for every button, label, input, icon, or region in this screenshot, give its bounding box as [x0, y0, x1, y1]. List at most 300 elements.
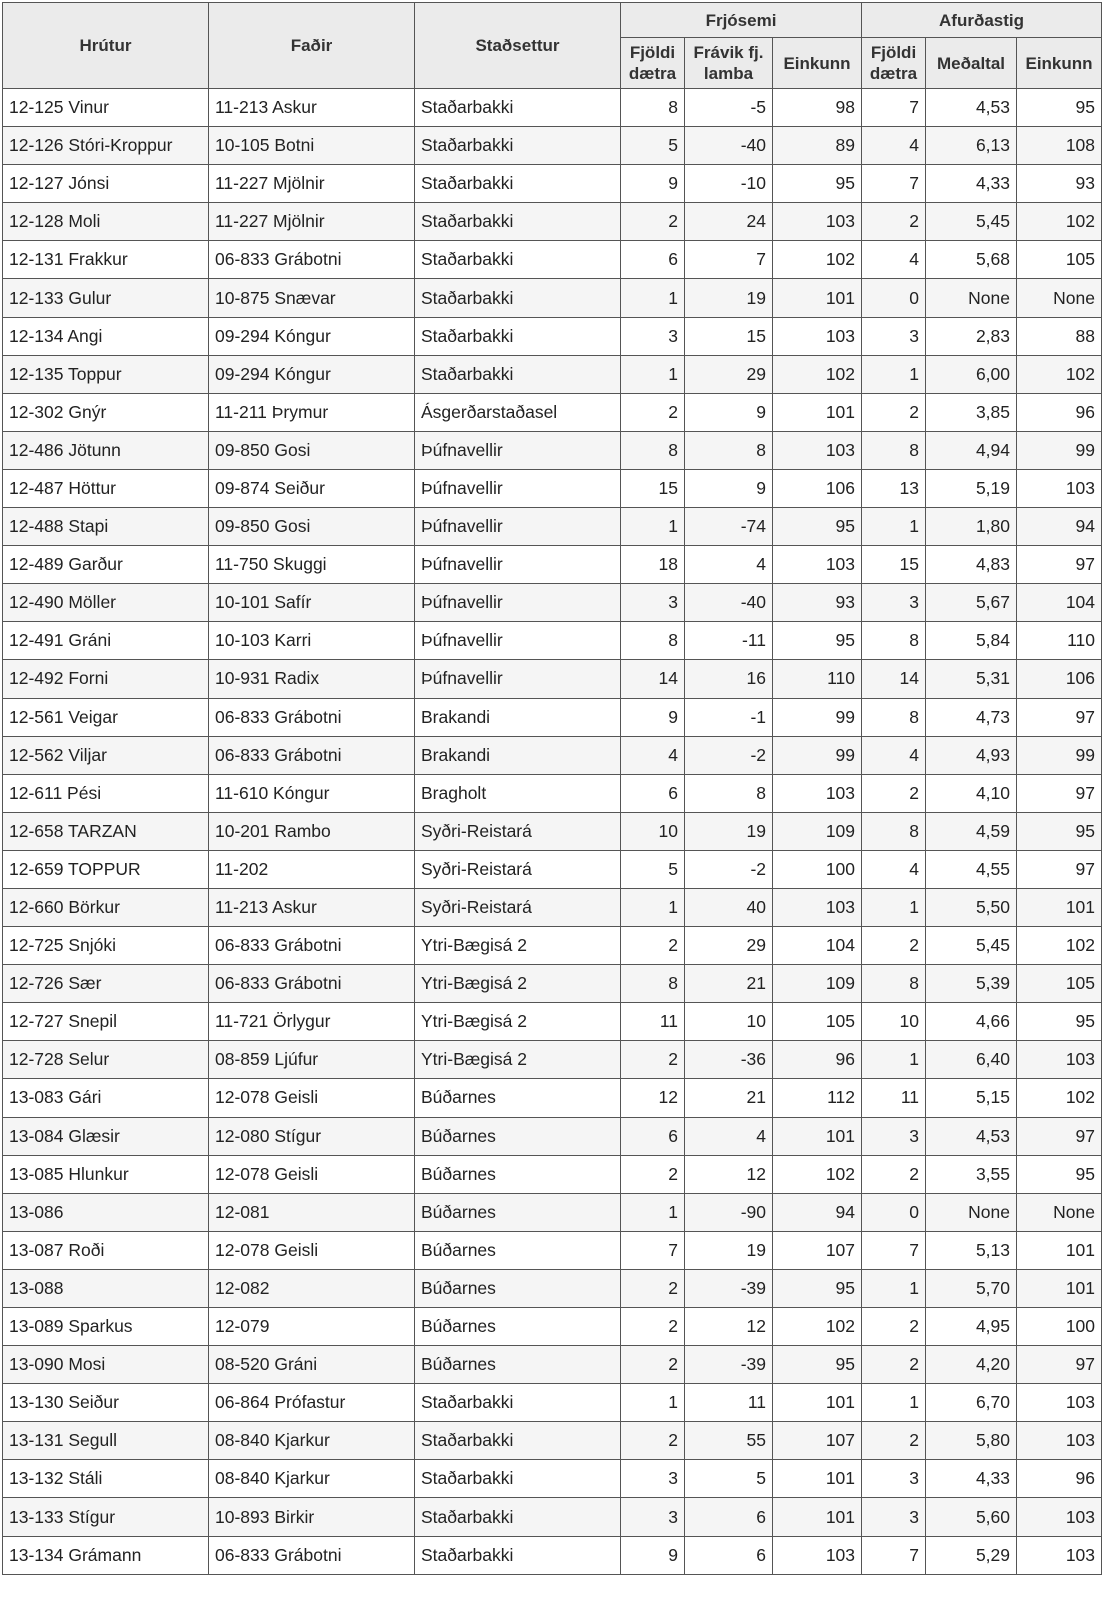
stadsettur-cell: Syðri-Reistará	[415, 888, 621, 926]
table-row	[3, 1117, 1102, 1155]
afurdastig-fjoldi-cell: 1	[862, 355, 926, 393]
afurdastig-fjoldi-cell: 3	[862, 1460, 926, 1498]
medaltal-cell: 2,83	[926, 317, 1017, 355]
table-row	[3, 774, 1102, 812]
fravik-cell: -1	[685, 698, 773, 736]
hrutur-cell: 13-134 Grámann	[3, 1536, 209, 1574]
fravik-cell: 24	[685, 203, 773, 241]
frjosemi-einkunn-cell: 107	[773, 1231, 862, 1269]
frjosemi-fjoldi-cell: 18	[621, 546, 685, 584]
stadsettur-cell: Staðarbakki	[415, 1422, 621, 1460]
medaltal-cell: 5,70	[926, 1269, 1017, 1307]
afurdastig-fjoldi-cell: 15	[862, 546, 926, 584]
medaltal-cell: 5,15	[926, 1079, 1017, 1117]
fravik-cell: 55	[685, 1422, 773, 1460]
hrutur-cell: 12-491 Gráni	[3, 622, 209, 660]
afurdastig-fjoldi-cell: 1	[862, 1384, 926, 1422]
medaltal-cell: None	[926, 1193, 1017, 1231]
stadsettur-cell: Bragholt	[415, 774, 621, 812]
medaltal-cell: 4,83	[926, 546, 1017, 584]
stadsettur-cell: Ytri-Bægisá 2	[415, 1041, 621, 1079]
frjosemi-fjoldi-cell: 1	[621, 1384, 685, 1422]
table-row	[3, 1422, 1102, 1460]
frjosemi-einkunn-cell: 95	[773, 508, 862, 546]
medaltal-cell: 4,59	[926, 812, 1017, 850]
frjosemi-fjoldi-cell: 9	[621, 698, 685, 736]
fadir-cell: 12-079	[209, 1308, 415, 1346]
ram-evaluation-table	[2, 2, 1102, 1575]
fravik-cell: 15	[685, 317, 773, 355]
stadsettur-cell: Ytri-Bægisá 2	[415, 1003, 621, 1041]
group-header-frjosemi: Frjósemi	[621, 3, 862, 38]
fravik-cell: 11	[685, 1384, 773, 1422]
hrutur-cell: 12-125 Vinur	[3, 89, 209, 127]
fadir-cell: 09-850 Gosi	[209, 431, 415, 469]
afurdastig-fjoldi-cell: 1	[862, 1041, 926, 1079]
fadir-cell: 10-105 Botni	[209, 127, 415, 165]
header-line: dætra	[869, 64, 918, 83]
fravik-cell: -11	[685, 622, 773, 660]
stadsettur-cell: Staðarbakki	[415, 89, 621, 127]
frjosemi-einkunn-cell: 105	[773, 1003, 862, 1041]
afurdastig-einkunn-cell: 88	[1017, 317, 1102, 355]
table-row	[3, 736, 1102, 774]
medaltal-cell: 5,80	[926, 1422, 1017, 1460]
frjosemi-fjoldi-cell: 12	[621, 1079, 685, 1117]
medaltal-cell: 3,55	[926, 1155, 1017, 1193]
medaltal-cell: 4,10	[926, 774, 1017, 812]
medaltal-cell: 4,20	[926, 1346, 1017, 1384]
fadir-cell: 11-610 Kóngur	[209, 774, 415, 812]
afurdastig-fjoldi-cell: 0	[862, 1193, 926, 1231]
frjosemi-fjoldi-cell: 9	[621, 1536, 685, 1574]
hrutur-cell: 12-489 Garður	[3, 546, 209, 584]
frjosemi-einkunn-cell: 101	[773, 1384, 862, 1422]
medaltal-cell: 6,40	[926, 1041, 1017, 1079]
fravik-cell: 12	[685, 1308, 773, 1346]
fadir-cell: 12-078 Geisli	[209, 1079, 415, 1117]
frjosemi-einkunn-cell: 102	[773, 1155, 862, 1193]
stadsettur-cell: Staðarbakki	[415, 1536, 621, 1574]
frjosemi-fjoldi-cell: 5	[621, 127, 685, 165]
hrutur-cell: 13-090 Mosi	[3, 1346, 209, 1384]
afurdastig-fjoldi-cell: 2	[862, 1422, 926, 1460]
hrutur-cell: 13-087 Roði	[3, 1231, 209, 1269]
fravik-cell: 29	[685, 355, 773, 393]
frjosemi-fjoldi-cell: 6	[621, 241, 685, 279]
afurdastig-fjoldi-cell: 10	[862, 1003, 926, 1041]
table-row	[3, 546, 1102, 584]
stadsettur-cell: Syðri-Reistará	[415, 850, 621, 888]
afurdastig-fjoldi-cell: 2	[862, 1308, 926, 1346]
frjosemi-fjoldi-cell: 8	[621, 89, 685, 127]
frjosemi-fjoldi-cell: 2	[621, 1308, 685, 1346]
frjosemi-fjoldi-cell: 1	[621, 279, 685, 317]
fravik-cell: 19	[685, 812, 773, 850]
afurdastig-einkunn-cell: 97	[1017, 850, 1102, 888]
table-row	[3, 127, 1102, 165]
fadir-cell: 11-227 Mjölnir	[209, 165, 415, 203]
fravik-cell: 5	[685, 1460, 773, 1498]
afurdastig-fjoldi-cell: 7	[862, 165, 926, 203]
frjosemi-einkunn-cell: 102	[773, 1308, 862, 1346]
afurdastig-einkunn-cell: 103	[1017, 1384, 1102, 1422]
column-header-afurdastig-einkunn: Einkunn	[1017, 38, 1102, 89]
table-body	[3, 89, 1102, 1575]
stadsettur-cell: Þúfnavellir	[415, 508, 621, 546]
frjosemi-fjoldi-cell: 6	[621, 774, 685, 812]
afurdastig-einkunn-cell: 102	[1017, 927, 1102, 965]
header-line: Frávik fj.	[693, 43, 764, 62]
afurdastig-einkunn-cell: 94	[1017, 508, 1102, 546]
medaltal-cell: 5,45	[926, 203, 1017, 241]
frjosemi-einkunn-cell: 99	[773, 698, 862, 736]
table-row	[3, 622, 1102, 660]
fadir-cell: 09-294 Kóngur	[209, 317, 415, 355]
hrutur-cell: 13-130 Seiður	[3, 1384, 209, 1422]
hrutur-cell: 12-726 Sær	[3, 965, 209, 1003]
frjosemi-fjoldi-cell: 2	[621, 1422, 685, 1460]
afurdastig-einkunn-cell: 110	[1017, 622, 1102, 660]
medaltal-cell: 3,85	[926, 393, 1017, 431]
afurdastig-einkunn-cell: 103	[1017, 1536, 1102, 1574]
table-row	[3, 1498, 1102, 1536]
afurdastig-fjoldi-cell: 3	[862, 584, 926, 622]
afurdastig-fjoldi-cell: 7	[862, 89, 926, 127]
fravik-cell: 4	[685, 1117, 773, 1155]
fravik-cell: 19	[685, 279, 773, 317]
afurdastig-fjoldi-cell: 4	[862, 241, 926, 279]
stadsettur-cell: Brakandi	[415, 736, 621, 774]
afurdastig-fjoldi-cell: 2	[862, 203, 926, 241]
fadir-cell: 10-103 Karri	[209, 622, 415, 660]
frjosemi-einkunn-cell: 104	[773, 927, 862, 965]
afurdastig-fjoldi-cell: 14	[862, 660, 926, 698]
afurdastig-einkunn-cell: 103	[1017, 1041, 1102, 1079]
afurdastig-fjoldi-cell: 2	[862, 1155, 926, 1193]
afurdastig-einkunn-cell: 95	[1017, 89, 1102, 127]
hrutur-cell: 12-658 TARZAN	[3, 812, 209, 850]
fadir-cell: 09-874 Seiður	[209, 469, 415, 507]
frjosemi-einkunn-cell: 96	[773, 1041, 862, 1079]
fravik-cell: 10	[685, 1003, 773, 1041]
hrutur-cell: 12-725 Snjóki	[3, 927, 209, 965]
medaltal-cell: 5,19	[926, 469, 1017, 507]
afurdastig-fjoldi-cell: 1	[862, 508, 926, 546]
stadsettur-cell: Þúfnavellir	[415, 431, 621, 469]
frjosemi-einkunn-cell: 106	[773, 469, 862, 507]
table-row	[3, 1384, 1102, 1422]
medaltal-cell: 1,80	[926, 508, 1017, 546]
afurdastig-fjoldi-cell: 4	[862, 850, 926, 888]
afurdastig-fjoldi-cell: 8	[862, 812, 926, 850]
frjosemi-einkunn-cell: 101	[773, 393, 862, 431]
afurdastig-einkunn-cell: 95	[1017, 1003, 1102, 1041]
afurdastig-einkunn-cell: None	[1017, 279, 1102, 317]
frjosemi-einkunn-cell: 103	[773, 888, 862, 926]
stadsettur-cell: Brakandi	[415, 698, 621, 736]
frjosemi-einkunn-cell: 95	[773, 622, 862, 660]
afurdastig-einkunn-cell: 104	[1017, 584, 1102, 622]
header-line: lamba	[703, 64, 754, 83]
header-line: dætra	[628, 64, 677, 83]
table-row	[3, 1155, 1102, 1193]
afurdastig-einkunn-cell: 103	[1017, 469, 1102, 507]
frjosemi-einkunn-cell: 103	[773, 431, 862, 469]
medaltal-cell: None	[926, 279, 1017, 317]
column-header-hrutur: Hrútur	[3, 3, 209, 89]
fadir-cell: 11-721 Örlygur	[209, 1003, 415, 1041]
column-header-fadir: Faðir	[209, 3, 415, 89]
table-row	[3, 393, 1102, 431]
frjosemi-einkunn-cell: 103	[773, 774, 862, 812]
fadir-cell: 08-859 Ljúfur	[209, 1041, 415, 1079]
table-row	[3, 317, 1102, 355]
afurdastig-einkunn-cell: 95	[1017, 1155, 1102, 1193]
afurdastig-einkunn-cell: 103	[1017, 1498, 1102, 1536]
frjosemi-fjoldi-cell: 6	[621, 1117, 685, 1155]
fadir-cell: 12-082	[209, 1269, 415, 1307]
frjosemi-fjoldi-cell: 2	[621, 1155, 685, 1193]
table-row	[3, 1346, 1102, 1384]
afurdastig-einkunn-cell: 100	[1017, 1308, 1102, 1346]
fravik-cell: 8	[685, 431, 773, 469]
table-row	[3, 469, 1102, 507]
column-header-fravik-fj-lamba	[685, 38, 773, 89]
medaltal-cell: 4,93	[926, 736, 1017, 774]
hrutur-cell: 13-086	[3, 1193, 209, 1231]
medaltal-cell: 5,84	[926, 622, 1017, 660]
frjosemi-fjoldi-cell: 15	[621, 469, 685, 507]
column-header-afurdastig-fjoldi-daetra	[862, 38, 926, 89]
hrutur-cell: 12-660 Börkur	[3, 888, 209, 926]
fravik-cell: 6	[685, 1498, 773, 1536]
frjosemi-einkunn-cell: 94	[773, 1193, 862, 1231]
fadir-cell: 12-081	[209, 1193, 415, 1231]
afurdastig-fjoldi-cell: 3	[862, 1498, 926, 1536]
fadir-cell: 06-864 Prófastur	[209, 1384, 415, 1422]
frjosemi-fjoldi-cell: 3	[621, 317, 685, 355]
table-row	[3, 1079, 1102, 1117]
column-header-frjosemi-fjoldi-daetra	[621, 38, 685, 89]
frjosemi-fjoldi-cell: 5	[621, 850, 685, 888]
frjosemi-fjoldi-cell: 8	[621, 431, 685, 469]
stadsettur-cell: Þúfnavellir	[415, 660, 621, 698]
fadir-cell: 09-294 Kóngur	[209, 355, 415, 393]
stadsettur-cell: Búðarnes	[415, 1269, 621, 1307]
medaltal-cell: 5,50	[926, 888, 1017, 926]
fravik-cell: -90	[685, 1193, 773, 1231]
table-row	[3, 203, 1102, 241]
afurdastig-fjoldi-cell: 2	[862, 774, 926, 812]
column-header-stadsettur: Staðsettur	[415, 3, 621, 89]
frjosemi-einkunn-cell: 99	[773, 736, 862, 774]
afurdastig-einkunn-cell: 97	[1017, 1346, 1102, 1384]
fravik-cell: 19	[685, 1231, 773, 1269]
afurdastig-fjoldi-cell: 1	[862, 888, 926, 926]
fadir-cell: 10-931 Radix	[209, 660, 415, 698]
frjosemi-fjoldi-cell: 8	[621, 622, 685, 660]
afurdastig-einkunn-cell: None	[1017, 1193, 1102, 1231]
hrutur-cell: 12-134 Angi	[3, 317, 209, 355]
stadsettur-cell: Búðarnes	[415, 1117, 621, 1155]
table-row	[3, 1193, 1102, 1231]
hrutur-cell: 12-728 Selur	[3, 1041, 209, 1079]
table-row	[3, 698, 1102, 736]
afurdastig-fjoldi-cell: 8	[862, 431, 926, 469]
fravik-cell: 7	[685, 241, 773, 279]
fadir-cell: 08-840 Kjarkur	[209, 1460, 415, 1498]
stadsettur-cell: Þúfnavellir	[415, 622, 621, 660]
afurdastig-einkunn-cell: 96	[1017, 393, 1102, 431]
table-row	[3, 1231, 1102, 1269]
afurdastig-einkunn-cell: 102	[1017, 1079, 1102, 1117]
fravik-cell: -5	[685, 89, 773, 127]
hrutur-cell: 12-126 Stóri-Kroppur	[3, 127, 209, 165]
stadsettur-cell: Þúfnavellir	[415, 469, 621, 507]
fadir-cell: 11-213 Askur	[209, 89, 415, 127]
frjosemi-fjoldi-cell: 8	[621, 965, 685, 1003]
fadir-cell: 11-213 Askur	[209, 888, 415, 926]
frjosemi-fjoldi-cell: 2	[621, 203, 685, 241]
stadsettur-cell: Ásgerðarstaðasel	[415, 393, 621, 431]
table-row	[3, 927, 1102, 965]
stadsettur-cell: Staðarbakki	[415, 203, 621, 241]
header-line: Fjöldi	[629, 43, 676, 62]
table-row	[3, 850, 1102, 888]
fadir-cell: 10-893 Birkir	[209, 1498, 415, 1536]
afurdastig-fjoldi-cell: 2	[862, 393, 926, 431]
fravik-cell: -10	[685, 165, 773, 203]
frjosemi-fjoldi-cell: 2	[621, 1269, 685, 1307]
frjosemi-einkunn-cell: 101	[773, 1117, 862, 1155]
fravik-cell: -2	[685, 736, 773, 774]
stadsettur-cell: Staðarbakki	[415, 1384, 621, 1422]
medaltal-cell: 5,45	[926, 927, 1017, 965]
stadsettur-cell: Staðarbakki	[415, 127, 621, 165]
stadsettur-cell: Búðarnes	[415, 1155, 621, 1193]
frjosemi-einkunn-cell: 101	[773, 1460, 862, 1498]
fravik-cell: 9	[685, 393, 773, 431]
afurdastig-fjoldi-cell: 1	[862, 1269, 926, 1307]
hrutur-cell: 13-132 Stáli	[3, 1460, 209, 1498]
stadsettur-cell: Staðarbakki	[415, 1460, 621, 1498]
afurdastig-fjoldi-cell: 3	[862, 317, 926, 355]
table-row	[3, 165, 1102, 203]
stadsettur-cell: Ytri-Bægisá 2	[415, 965, 621, 1003]
frjosemi-einkunn-cell: 101	[773, 279, 862, 317]
column-header-medaltal: Meðaltal	[926, 38, 1017, 89]
frjosemi-einkunn-cell: 103	[773, 203, 862, 241]
stadsettur-cell: Þúfnavellir	[415, 546, 621, 584]
frjosemi-fjoldi-cell: 3	[621, 584, 685, 622]
medaltal-cell: 5,13	[926, 1231, 1017, 1269]
hrutur-cell: 13-131 Segull	[3, 1422, 209, 1460]
hrutur-cell: 12-659 TOPPUR	[3, 850, 209, 888]
medaltal-cell: 4,33	[926, 1460, 1017, 1498]
hrutur-cell: 12-131 Frakkur	[3, 241, 209, 279]
frjosemi-fjoldi-cell: 2	[621, 393, 685, 431]
fadir-cell: 12-078 Geisli	[209, 1155, 415, 1193]
table-row	[3, 355, 1102, 393]
afurdastig-fjoldi-cell: 2	[862, 1346, 926, 1384]
table-header	[3, 3, 1102, 89]
medaltal-cell: 4,66	[926, 1003, 1017, 1041]
medaltal-cell: 5,29	[926, 1536, 1017, 1574]
frjosemi-einkunn-cell: 95	[773, 1346, 862, 1384]
medaltal-cell: 4,53	[926, 89, 1017, 127]
frjosemi-fjoldi-cell: 7	[621, 1231, 685, 1269]
medaltal-cell: 5,39	[926, 965, 1017, 1003]
afurdastig-einkunn-cell: 97	[1017, 698, 1102, 736]
medaltal-cell: 4,55	[926, 850, 1017, 888]
frjosemi-fjoldi-cell: 2	[621, 1346, 685, 1384]
stadsettur-cell: Búðarnes	[415, 1346, 621, 1384]
medaltal-cell: 4,95	[926, 1308, 1017, 1346]
stadsettur-cell: Búðarnes	[415, 1193, 621, 1231]
fadir-cell: 10-201 Rambo	[209, 812, 415, 850]
stadsettur-cell: Syðri-Reistará	[415, 812, 621, 850]
medaltal-cell: 6,00	[926, 355, 1017, 393]
fravik-cell: 29	[685, 927, 773, 965]
afurdastig-einkunn-cell: 96	[1017, 1460, 1102, 1498]
frjosemi-fjoldi-cell: 10	[621, 812, 685, 850]
medaltal-cell: 5,68	[926, 241, 1017, 279]
fadir-cell: 12-078 Geisli	[209, 1231, 415, 1269]
afurdastig-fjoldi-cell: 7	[862, 1231, 926, 1269]
fravik-cell: -39	[685, 1346, 773, 1384]
table-row	[3, 1536, 1102, 1574]
fravik-cell: -40	[685, 584, 773, 622]
stadsettur-cell: Þúfnavellir	[415, 584, 621, 622]
group-header-afurdastig: Afurðastig	[862, 3, 1102, 38]
frjosemi-einkunn-cell: 95	[773, 165, 862, 203]
afurdastig-einkunn-cell: 102	[1017, 203, 1102, 241]
afurdastig-einkunn-cell: 95	[1017, 812, 1102, 850]
frjosemi-fjoldi-cell: 9	[621, 165, 685, 203]
frjosemi-einkunn-cell: 101	[773, 1498, 862, 1536]
afurdastig-fjoldi-cell: 2	[862, 927, 926, 965]
frjosemi-einkunn-cell: 103	[773, 317, 862, 355]
frjosemi-fjoldi-cell: 1	[621, 508, 685, 546]
frjosemi-einkunn-cell: 107	[773, 1422, 862, 1460]
hrutur-cell: 12-135 Toppur	[3, 355, 209, 393]
stadsettur-cell: Búðarnes	[415, 1308, 621, 1346]
table-row	[3, 1460, 1102, 1498]
frjosemi-einkunn-cell: 93	[773, 584, 862, 622]
table-row	[3, 1003, 1102, 1041]
afurdastig-einkunn-cell: 97	[1017, 546, 1102, 584]
afurdastig-einkunn-cell: 101	[1017, 1231, 1102, 1269]
afurdastig-fjoldi-cell: 8	[862, 622, 926, 660]
table-row	[3, 241, 1102, 279]
hrutur-cell: 12-561 Veigar	[3, 698, 209, 736]
fravik-cell: 16	[685, 660, 773, 698]
hrutur-cell: 12-133 Gulur	[3, 279, 209, 317]
fravik-cell: 21	[685, 1079, 773, 1117]
afurdastig-fjoldi-cell: 8	[862, 698, 926, 736]
afurdastig-fjoldi-cell: 13	[862, 469, 926, 507]
table-row	[3, 508, 1102, 546]
hrutur-cell: 12-727 Snepil	[3, 1003, 209, 1041]
fadir-cell: 06-833 Grábotni	[209, 1536, 415, 1574]
afurdastig-einkunn-cell: 101	[1017, 1269, 1102, 1307]
afurdastig-fjoldi-cell: 4	[862, 736, 926, 774]
table-row	[3, 1041, 1102, 1079]
fadir-cell: 06-833 Grábotni	[209, 736, 415, 774]
fadir-cell: 12-080 Stígur	[209, 1117, 415, 1155]
fadir-cell: 11-750 Skuggi	[209, 546, 415, 584]
